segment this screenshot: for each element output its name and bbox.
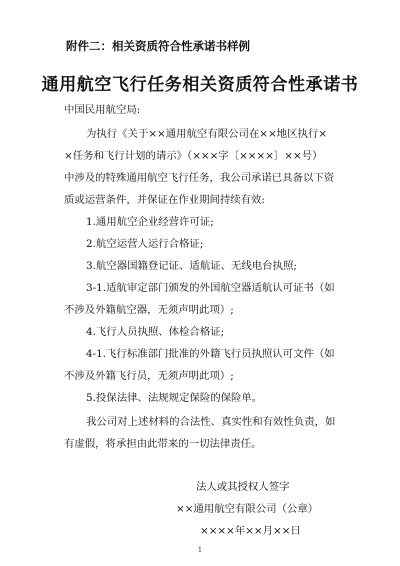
item-3-1-line-1: 3-1.适航审定部门颁发的外国航空器适航认可证书（如 <box>86 282 335 294</box>
company-seal-line: ××通用航空有限公司（公章） <box>176 503 319 515</box>
intro-line-2: ×任务和飞行计划的请示》（×××字〔××××〕××号） <box>64 150 323 162</box>
page-number: 1 <box>197 546 203 554</box>
signer-label: 法人或其授权人签字 <box>196 481 290 493</box>
item-3: 3.航空器国籍登记证、适航证、无线电台执照; <box>86 260 297 272</box>
item-5: 5.投保法律、法规规定保险的保险单。 <box>86 392 263 404</box>
intro-line-3: 中涉及的特殊通用航空飞行任务，我公司承诺已具备以下资 <box>64 172 335 184</box>
addressee: 中国民用航空局: <box>64 104 141 116</box>
item-4-1-line-2: 不涉及外籍飞行员，无须声明此项）; <box>64 370 234 382</box>
intro-line-1: 为执行《关于××通用航空有限公司在××地区执行× <box>86 128 327 140</box>
intro-line-4: 质或运营条件，并保证在作业期间持续有效: <box>64 194 265 206</box>
attachment-label: 附件二：相关资质符合性承诺书样例 <box>66 39 250 53</box>
closing-line-1: 我公司对上述材料的合法性、真实性和有效性负责，如 <box>86 416 336 428</box>
item-3-1-line-2: 不涉及外籍航空器，无须声明此项）; <box>64 304 234 316</box>
closing-line-2: 有虚假，将承担由此带来的一切法律责任。 <box>64 438 262 450</box>
signature-date: ××××年××月××日 <box>200 525 301 537</box>
item-1: 1.通用航空企业经营许可证; <box>86 216 214 228</box>
document-title: 通用航空飞行任务相关资质符合性承诺书 <box>41 75 359 95</box>
item-4: 4.飞行人员执照、体检合格证; <box>86 326 225 338</box>
item-2: 2.航空运营人运行合格证; <box>86 238 204 250</box>
item-4-1-line-1: 4-1.飞行标准部门批准的外籍飞行员执照认可文件（如 <box>86 348 335 360</box>
